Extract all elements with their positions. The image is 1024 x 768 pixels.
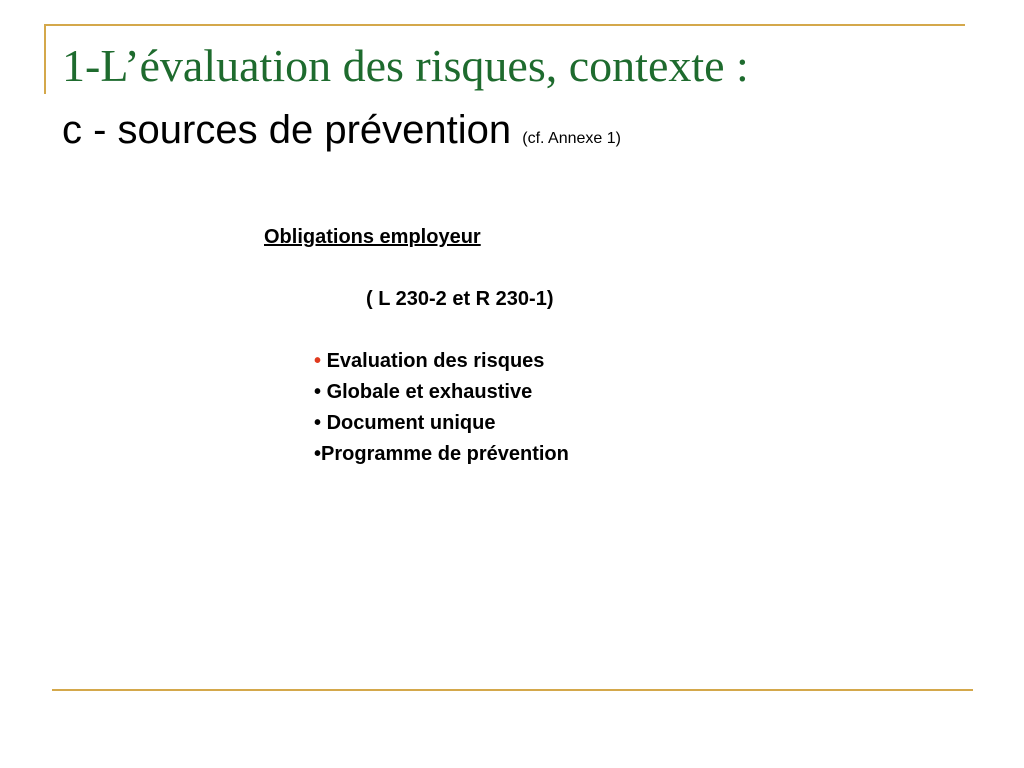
subtitle-annex-note: (cf. Annexe 1): [522, 130, 621, 147]
list-item: [314, 346, 569, 377]
list-item-text: Programme de prévention: [321, 443, 569, 465]
frame-left-rule: [44, 24, 46, 94]
legal-reference: ( L 230-2 et R 230-1): [366, 288, 554, 310]
list-item-text: Evaluation des risques: [326, 350, 545, 372]
bullet-icon: •: [314, 381, 327, 403]
frame-bottom-rule: [52, 689, 973, 691]
slide-subtitle: [62, 104, 621, 165]
bullet-icon: •: [314, 350, 327, 372]
slide-title: 1-L’évaluation des risques, contexte :: [62, 40, 749, 91]
frame-top-rule: [44, 24, 965, 26]
list-item: [314, 408, 569, 439]
list-item: [314, 377, 569, 408]
bullet-icon: •: [314, 412, 327, 434]
bullet-icon: •: [314, 443, 322, 465]
obligations-heading: Obligations employeur: [264, 226, 481, 248]
list-item: [314, 439, 569, 470]
list-item-text: Document unique: [326, 412, 496, 434]
subtitle-main: c - sources de prévention: [62, 108, 512, 152]
obligations-list: [314, 346, 569, 470]
list-item-text: Globale et exhaustive: [326, 381, 533, 403]
